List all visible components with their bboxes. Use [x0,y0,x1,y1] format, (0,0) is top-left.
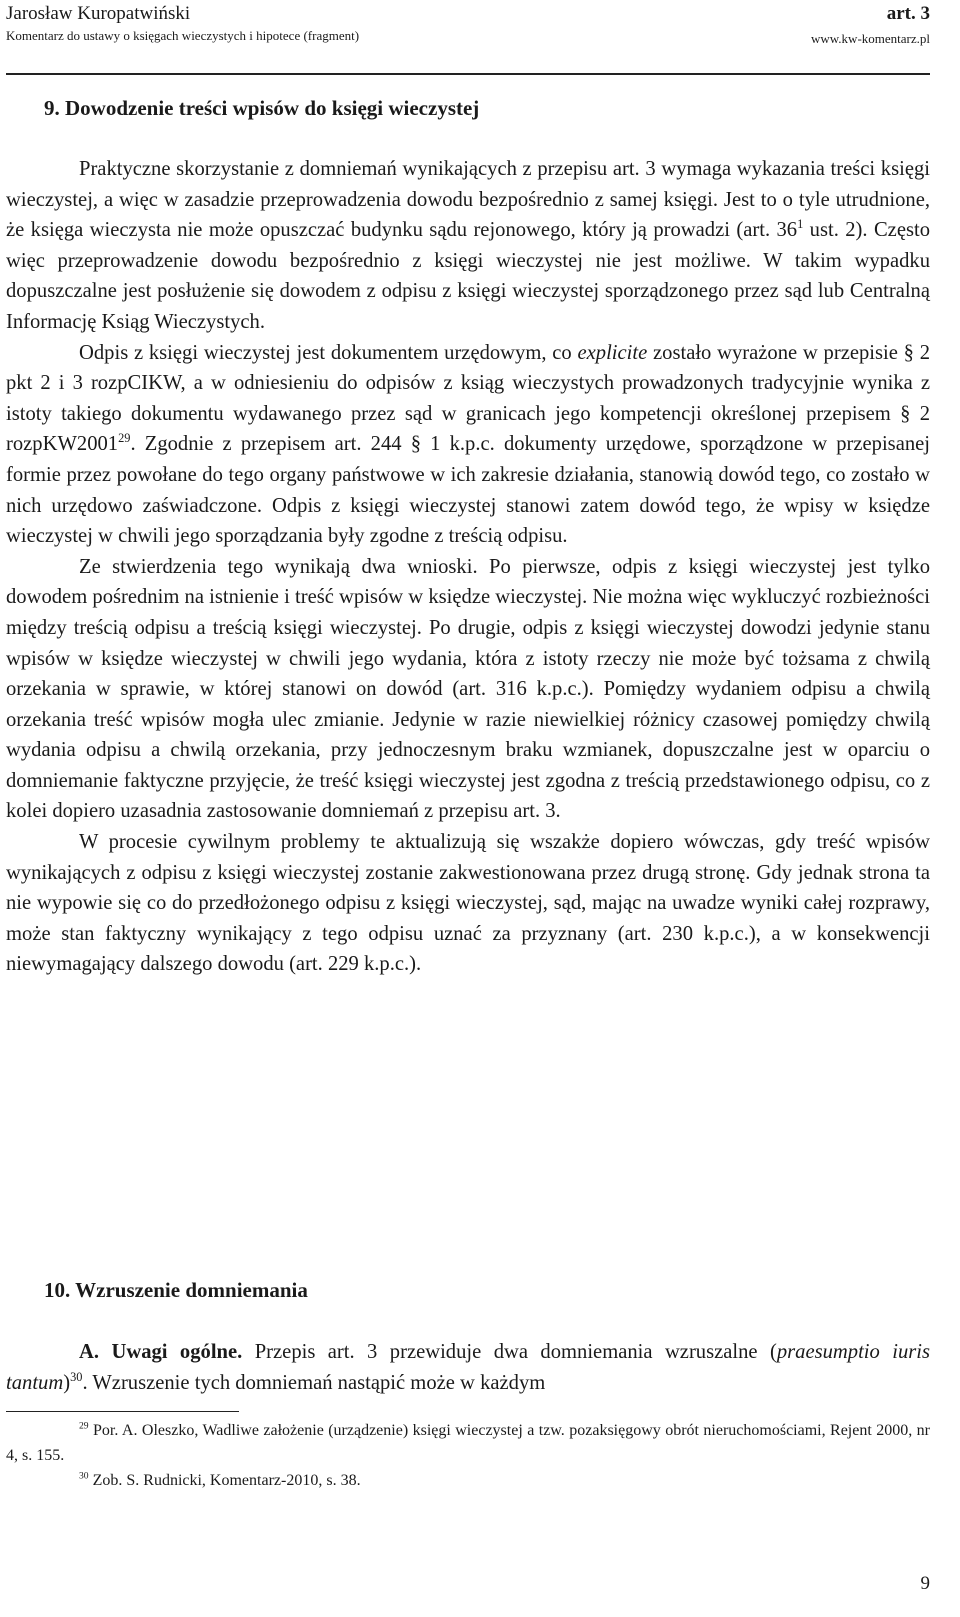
header-author: Jarosław Kuropatwiński [6,3,191,24]
section-10-body [6,1337,930,1398]
paragraph-1: Praktyczne skorzystanie z domniemań wynikających z przepisu art. 3 wymaga wykazania treści księgi wieczystej, a więc w zasadzie przeprowadzenia dowodu bezpośrednio z samej księgi. Jest to o tyle utrudnione, że księga wieczysta nie może opuszczać budynku sądu rejonowego, który ją prowadzi (art. $36^1$ ust. 2). Często więc przeprowadzenie dowodu bezpośrednio z księgi wieczystej nie jest możliwe. W takim wypadku dopuszczalne jest posłużenie się dowodem z odpisu z księgi wieczystej sporządzonego przez sąd lub Centralną Informację Ksiąg Wieczystych. [6,158,930,333]
header-divider [6,73,930,75]
header-subtitle: Komentarz do ustawy o księgach wieczystych i hipotece (fragment) [6,28,360,43]
footnote-29: $^{29}$ Por. A. Oleszko, Wadliwe założenie (urządzenie) księgi wieczystej a tzw. pozaksięgowy obrót nieruchomościami, Rejent 2000, nr 4, s. 155. [6,1420,930,1464]
footnotes [6,1418,930,1493]
document-page [6,0,930,1617]
footnote-ref-29[interactable]: 29 [118,431,131,446]
paragraph-5: A. Uwagi ogólne. Przepis art. 3 przewiduje dwa domniemania wzruszalne (praesumptio iuris tantum)$^{30}$. Wzruszenie tych domniemań nastąpić może w każdym [6,1341,931,1394]
footnote-ref-30[interactable]: 30 [70,1369,83,1384]
section-9-heading: 9. Dowodzenie treści wpisów do księgi wieczystej [44,96,480,120]
header-url[interactable]: www.kw-komentarz.pl [810,31,930,46]
page-number: 9 [920,1573,930,1594]
paragraph-2: Odpis z księgi wieczystej jest dokumentem urzędowym, co explicite zostało wyrażone w przepisie § 2 pkt 2 i 3 rozpCIKW, a w odniesieniu do odpisów z ksiąg wieczystych prowadzonych tradycyjnie wynika z istoty takiego dokumentu wydawanego przez sąd w granicach jego kompetencji określonej przepisem § 2 rozpKW2001$^{29}$. Zgodnie z przepisem art. 244 § 1 k.p.c. dokumenty urzędowe, sporządzone w przepisanej formie przez powołane do tego organy państwowe w ich zakresie działania, stanowią dowód tego, co zostało w nich urzędowo zaświadczone. Odpis z księgi wieczystej stanowi zatem dowód tego, że wpisy w księdze wieczystej w chwili jego sporządzania były zgodne z treścią odpisu. [6,341,931,548]
footnote-30: $^{30}$ Zob. S. Rudnicki, Komentarz-2010, s. 38. [79,1470,361,1489]
section-10-heading: 10. Wzruszenie domniemania [44,1278,308,1302]
section-9-body [6,154,930,980]
superscript: 1 [797,217,804,232]
header-article: art. 3 [886,3,930,24]
paragraph-4: W procesie cywilnym problemy te aktualizują się wszakże dopiero wówczas, gdy treść wpisów wynikających z odpisu z księgi wieczystej zostanie zakwestionowana przez drugą stronę. Gdy jednak strona ta nie wypowie się co do przedłożonego odpisu z księgi wieczystej, sąd, mając na uwadze wyniki całej rozprawy, może stan faktyczny wynikający z tego odpisu uznać za przyznany (art. 230 k.p.c.), a w konsekwencji niewymagający dalszego dowodu (art. 229 k.p.c.). [6,831,930,976]
footnote-divider [6,1411,239,1412]
paragraph-3: Ze stwierdzenia tego wynikają dwa wnioski. Po pierwsze, odpis z księgi wieczystej jest tylko dowodem pośrednim na istnienie i treść wpisów w księdze wieczystej. Nie można więc wykluczyć rozbieżności między treścią odpisu a treścią księgi wieczystej. Po drugie, odpis z księgi wieczystej dowodzi jedynie stanu wpisów w księdze wieczystej w chwili jego wydania, która z istoty rzeczy nie może być tożsama z chwilą orzekania w sprawie, w której stanowi on dowód (art. 316 k.p.c.). Pomiędzy wydaniem odpisu a chwilą orzekania treść wpisów mogła ulec zmianie. Jedynie w razie niewielkiej różnicy czasowej pomiędzy chwilą wydania odpisu a chwilą orzekania, przy jednoczesnym braku wzmianek, dopuszczalne jest w oparciu o domniemanie faktyczne przyjęcie, że treść księgi wieczystej jest zgodna z treścią przedstawionego odpisu, co z kolei dopiero uzasadnia zastosowanie domniemań z przepisu art. 3. [6,555,930,823]
